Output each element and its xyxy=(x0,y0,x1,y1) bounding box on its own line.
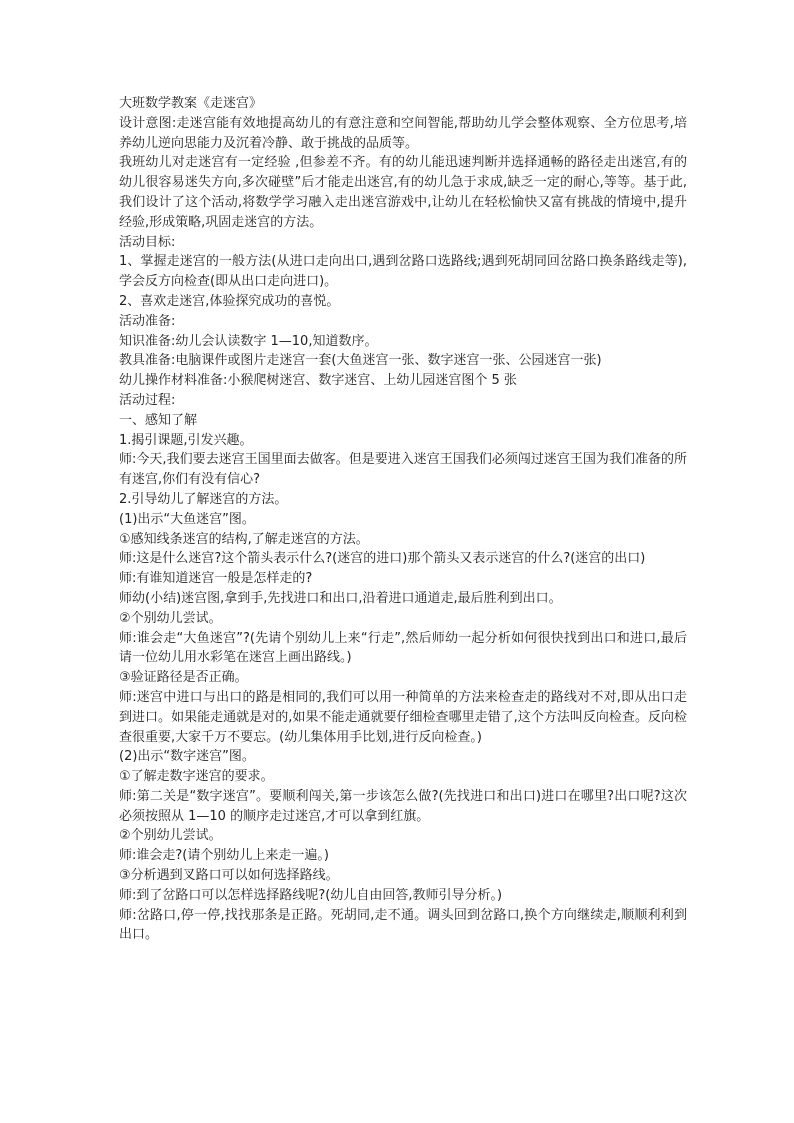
paragraph: (1)出示“大鱼迷宫”图。 xyxy=(119,511,255,527)
paragraph: 幼儿操作材料准备:小猴爬树迷宫、数字迷宫、上幼儿园迷宫图个 5 张 xyxy=(119,373,517,389)
paragraph: 1.揭引课题,引发兴趣。 xyxy=(119,432,253,448)
section-heading: 活动过程: xyxy=(119,392,176,408)
paragraph: 师:有谁知道迷宫一般是怎样走的? xyxy=(119,571,313,587)
paragraph: ②个别幼儿尝试。 xyxy=(119,828,222,844)
paragraph: 师:到了岔路口可以怎样选择路线呢?(幼儿自由回答,教师引导分析。) xyxy=(119,887,503,903)
paragraph: ②个别幼儿尝试。 xyxy=(119,610,222,626)
paragraph: ①感知线条迷宫的结构,了解走迷宫的方法。 xyxy=(119,531,369,547)
section-heading: 活动准备: xyxy=(119,313,176,329)
paragraph: 师幼(小结)迷宫图,拿到手,先找进口和出口,沿着进口通道走,最后胜利到出口。 xyxy=(119,590,562,606)
paragraph: 师:谁会走?(请个别幼儿上来走一遍。) xyxy=(119,848,329,864)
paragraph: 2.引导幼儿了解迷宫的方法。 xyxy=(119,491,288,507)
paragraph: ①了解走数字迷宫的要求。 xyxy=(119,769,274,785)
paragraph: 设计意图:走迷宫能有效地提高幼儿的有意注意和空间智能,帮助幼儿学会整体观察、全方位思考,培养幼儿逆向思能力及沉着冷静、敢于挑战的品质等。 xyxy=(119,115,687,151)
section-heading: 活动目标: xyxy=(119,234,176,250)
section-heading: 一、感知了解 xyxy=(119,412,198,428)
paragraph: ③分析遇到叉路口可以如何选择路线。 xyxy=(119,868,339,884)
paragraph: 师:谁会走“大鱼迷宫”?(先请个别幼儿上来“行走”,然后师幼一起分析如何很快找到出口和进口,最后请一位幼儿用水彩笔在迷宫上画出路线。) xyxy=(119,630,687,666)
paragraph: 师:这是什么迷宫?这个箭头表示什么?(迷宫的进口)那个箭头又表示迷宫的什么?(迷宫的出口) xyxy=(119,551,646,567)
paragraph: 师:迷宫中进口与出口的路是相同的,我们可以用一种简单的方法来检查走的路线对不对,即从出口走到进口。如果能走通就是对的,如果不能走通就要仔细检查哪里走错了,这个方法叫反向检查。反向检查很重要,大家千万不要忘。(幼儿集体用手比划,进行反向检查。) xyxy=(119,689,687,745)
paragraph: 师:今天,我们要去迷宫王国里面去做客。但是要进入迷宫王国我们必须闯过迷宫王国为我们准备的所有迷宫,你们有没有信心? xyxy=(119,452,687,488)
paragraph: (2)出示“数字迷宫”图。 xyxy=(119,749,255,765)
document-title: 大班数学教案《走迷宫》 xyxy=(119,96,263,111)
paragraph: ③验证路径是否正确。 xyxy=(119,670,248,686)
paragraph: 1、掌握走迷宫的一般方法(从进口走向出口,遇到岔路口选路线;遇到死胡同回岔路口换条路线走等),学会反方向检查(即从出口走向进口)。 xyxy=(119,254,687,290)
paragraph: 知识准备:幼儿会认读数字 1—10,知道数序。 xyxy=(119,333,378,349)
document-body xyxy=(119,94,687,945)
paragraph: 师:第二关是“数字迷宫”。要顺利闯关,第一步该怎么做?(先找进口和出口)进口在哪里?出口呢?这次必须按照从 1—10 的顺序走过迷宫,才可以拿到红旗。 xyxy=(119,788,687,824)
paragraph: 教具准备:电脑课件或图片走迷宫一套(大鱼迷宫一张、数字迷宫一张、公园迷宫一张) xyxy=(119,353,602,369)
paragraph: 我班幼儿对走迷宫有一定经验 ,但参差不齐。有的幼儿能迅速判断并选择通畅的路径走出迷宫,有的幼儿很容易迷失方向,多次碰壁”后才能走出迷宫,有的幼儿急于求成,缺乏一定的耐心,等等。基于此,我们设计了这个活动,将数学学习融入走出迷宫游戏中,让幼儿在轻松愉快又富有挑战的情境中,提升经验,形成策略,巩固走迷宫的方法。 xyxy=(119,155,687,230)
paragraph: 2、喜欢走迷宫,体验探究成功的喜悦。 xyxy=(119,293,340,309)
paragraph: 师:岔路口,停一停,找找那条是正路。死胡同,走不通。调头回到岔路口,换个方向继续走,顺顺利利到出口。 xyxy=(119,907,687,943)
